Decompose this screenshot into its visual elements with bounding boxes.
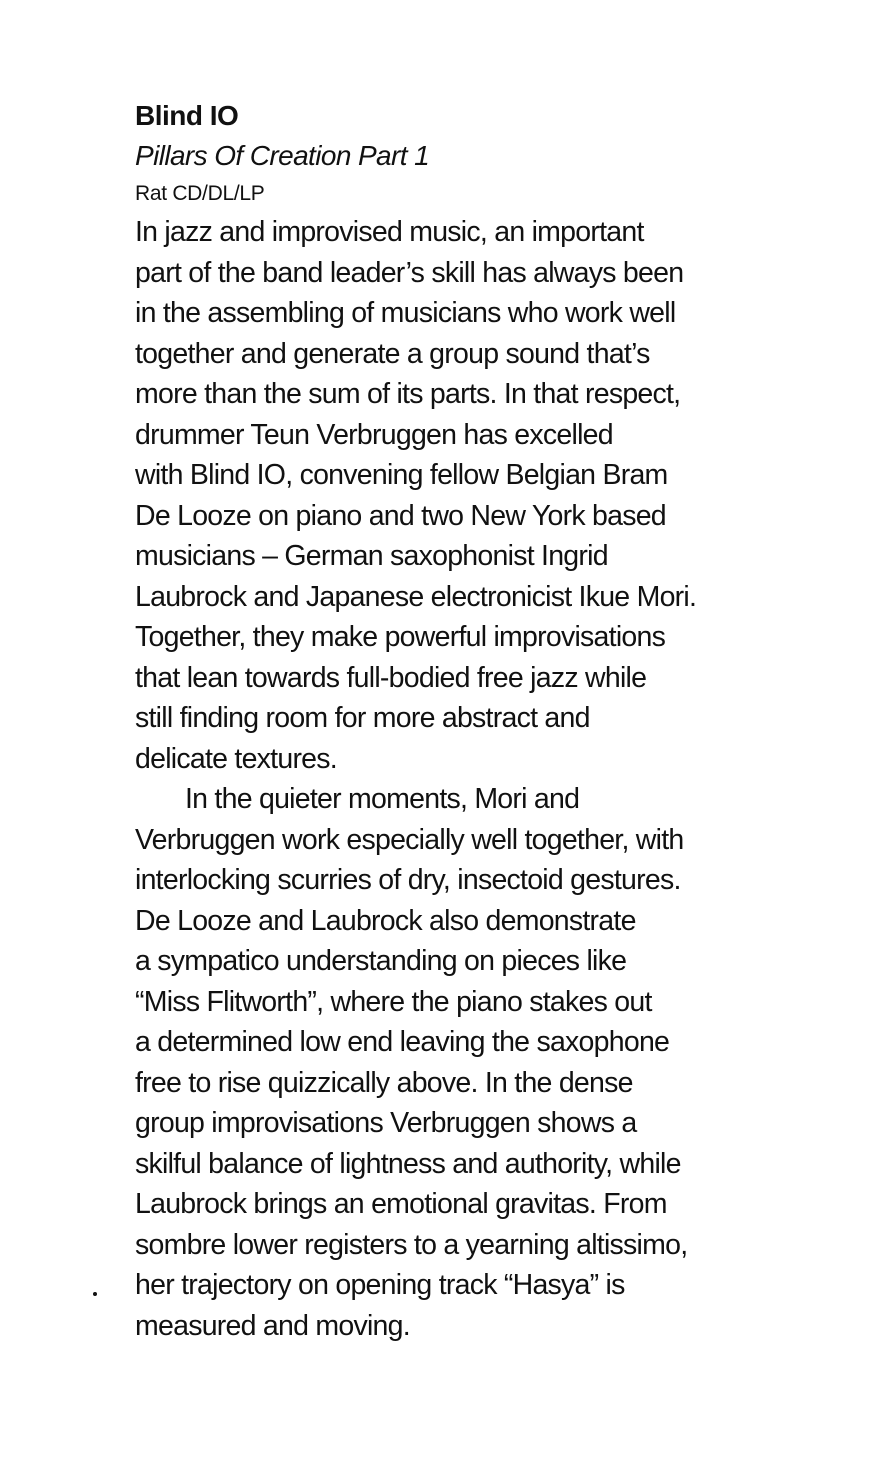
text-line: a sympatico understanding on pieces like [135, 945, 627, 977]
text-line: Laubrock brings an emotional gravitas. From [135, 1188, 667, 1220]
text-line: with Blind IO, convening fellow Belgian Bram [135, 459, 668, 491]
text-line: musicians – German saxophonist Ingrid [135, 540, 608, 572]
text-line: In jazz and improvised music, an important [135, 216, 644, 248]
text-line: together and generate a group sound that’s [135, 337, 650, 370]
text-line: measured and moving. [135, 1309, 410, 1342]
text-line: her trajectory on opening track “Hasya” is [135, 1269, 625, 1301]
paragraph-1 [135, 212, 795, 779]
album-title: Pillars Of Creation Part 1 [135, 140, 430, 171]
text-line: more than the sum of its parts. In that respect, [135, 378, 681, 410]
text-line: in the assembling of musicians who work well [135, 297, 676, 329]
text-line: part of the band leader’s skill has always been [135, 256, 684, 289]
text-line: still finding room for more abstract and [135, 702, 590, 734]
review-article [135, 96, 795, 1346]
text-line: drummer Teun Verbruggen has excelled [135, 418, 613, 451]
text-line: De Looze on piano and two New York based [135, 499, 666, 532]
text-line: “Miss Flitworth”, where the piano stakes out [135, 985, 652, 1018]
text-line: interlocking scurries of dry, insectoid gestures. [135, 864, 681, 896]
review-body [135, 212, 795, 1346]
stray-print-mark [93, 1292, 97, 1296]
text-line: delicate textures. [135, 742, 337, 775]
paragraph-2 [135, 779, 795, 1346]
release-label: Rat CD/DL/LP [135, 182, 265, 205]
text-line: De Looze and Laubrock also demonstrate [135, 904, 636, 937]
text-line: free to rise quizzically above. In the dense [135, 1066, 633, 1099]
text-line: that lean towards full-bodied free jazz while [135, 661, 647, 694]
text-line: In the quieter moments, Mori and [185, 783, 580, 815]
text-line: Verbruggen work especially well together, with [135, 823, 684, 856]
text-line: skilful balance of lightness and authority, while [135, 1147, 681, 1180]
artist-name: Blind IO [135, 100, 239, 131]
text-line: a determined low end leaving the saxophone [135, 1026, 670, 1058]
text-line: sombre lower registers to a yearning altissimo, [135, 1228, 688, 1261]
text-line: Laubrock and Japanese electronicist Ikue Mori. [135, 580, 697, 613]
text-line: group improvisations Verbruggen shows a [135, 1107, 637, 1139]
text-line: Together, they make powerful improvisations [135, 621, 666, 653]
